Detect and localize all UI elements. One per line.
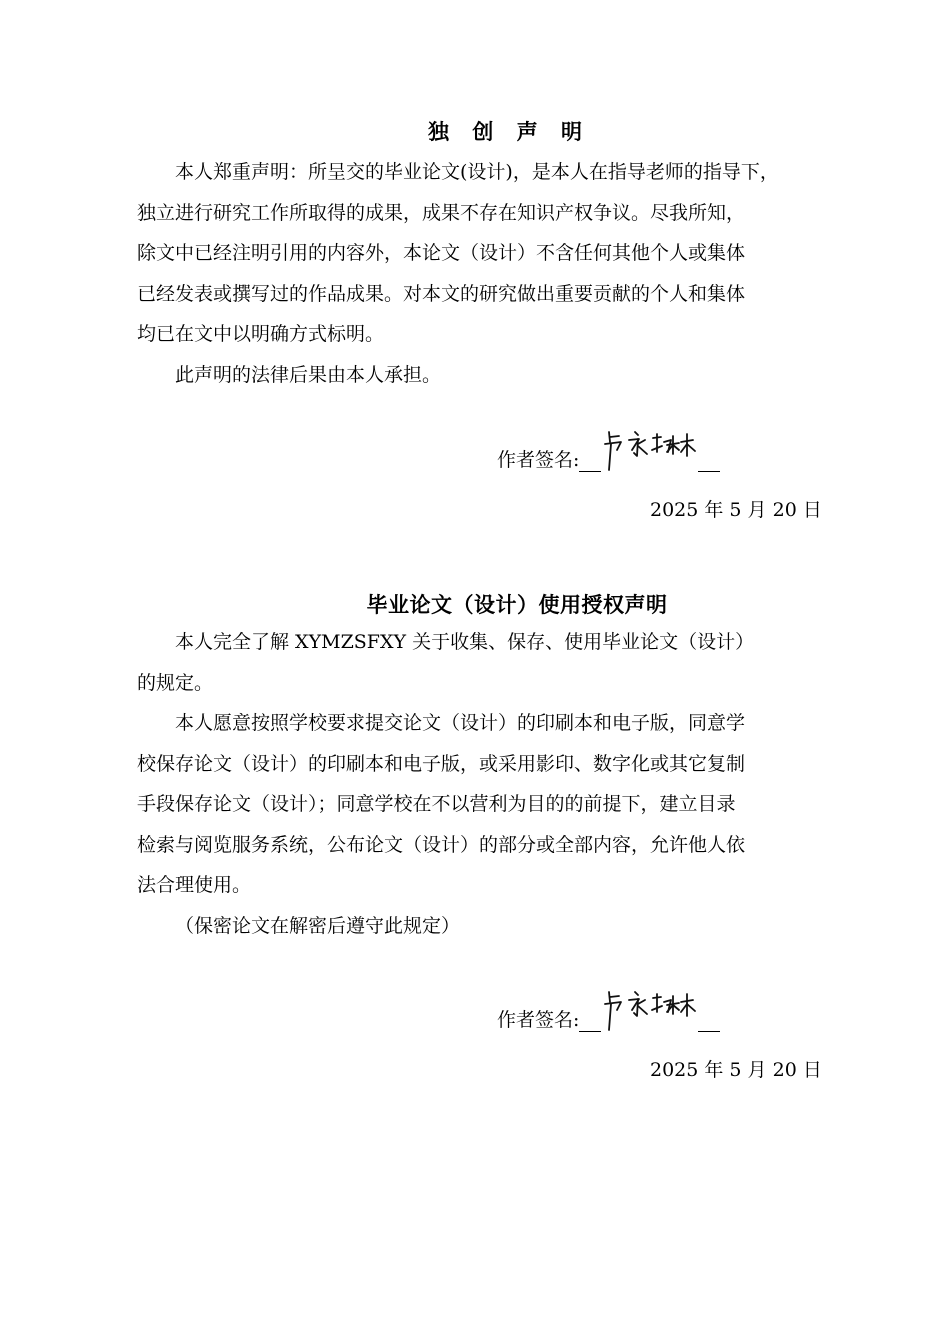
authorization-line: 手段保存论文（设计）；同意学校在不以营利为目的的前提下，建立目录: [137, 793, 736, 815]
authorization-title: 毕业论文（设计）使用授权声明: [366, 593, 668, 617]
declaration-line: 独立进行研究工作所取得的成果，成果不存在知识产权争议。尽我所知，: [137, 201, 746, 224]
declaration-signature-row: [497, 440, 720, 480]
declaration-line: 已经发表或撰写过的作品成果。对本文的研究做出重要贡献的个人和集体: [137, 282, 746, 305]
declaration-line: 均已在文中以明确方式标明。: [137, 323, 385, 345]
signature-label: 作者签名:: [497, 449, 580, 471]
authorization-line: 检索与阅览服务系统，公布论文（设计）的部分或全部内容，允许他人依: [137, 833, 746, 856]
signature-underline: [579, 440, 601, 480]
declaration-date: 2025 年 5 月 20 日: [650, 499, 822, 521]
signature-underline: [698, 1000, 720, 1040]
authorization-signature-row: [497, 1000, 720, 1040]
authorization-line: 本人完全了解 XYMZSFXY 关于收集、保存、使用毕业论文（设计）: [175, 631, 755, 653]
authorization-line: 的规定。: [137, 671, 214, 694]
authorization-date: 2025 年 5 月 20 日: [650, 1059, 822, 1081]
authorization-line: 法合理使用。: [137, 874, 252, 896]
authorization-line: （保密论文在解密后遵守此规定）: [175, 914, 461, 937]
handwritten-signature: [601, 440, 698, 480]
declaration-line: 除文中已经注明引用的内容外，本论文（设计）不含任何其他个人或集体: [137, 242, 746, 264]
signature-underline: [579, 1000, 601, 1040]
authorization-line: 校保存论文（设计）的印刷本和电子版，或采用影印、数字化或其它复制: [137, 752, 746, 775]
signature-label: 作者签名:: [497, 1009, 580, 1031]
declaration-title: 独 创 声 明: [428, 120, 590, 144]
declaration-line: 本人郑重声明：所呈交的毕业论文(设计)，是本人在指导老师的指导下，: [175, 161, 779, 183]
declaration-line: 此声明的法律后果由本人承担。: [175, 363, 442, 386]
declaration-body: [137, 152, 877, 395]
authorization-line: 本人愿意按照学校要求提交论文（设计）的印刷本和电子版，同意学: [175, 712, 746, 734]
handwritten-signature: [601, 1000, 698, 1040]
authorization-body: [137, 622, 877, 946]
signature-underline: [698, 440, 720, 480]
